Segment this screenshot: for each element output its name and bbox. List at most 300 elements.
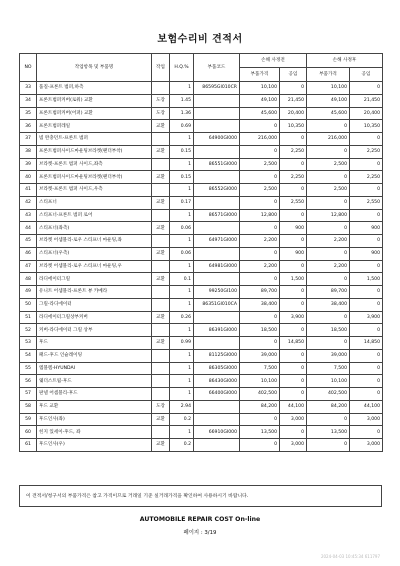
cell-no: 49 [20, 286, 37, 299]
cell-work: 교환 [152, 171, 170, 184]
cell-before-price: 10,100 [240, 375, 280, 388]
cell-before-price: 39,000 [240, 349, 280, 362]
cell-work: 교환 [152, 439, 170, 452]
cell-work [152, 184, 170, 197]
cell-no: 57 [20, 388, 37, 401]
cell-no: 55 [20, 362, 37, 375]
cell-part-code [194, 107, 240, 120]
cell-item-name: 프론트범퍼사이드마운팅브라켓(팬더부착) [37, 171, 152, 184]
cell-before-labor: 0 [280, 209, 307, 222]
cell-before-price: 2,500 [240, 184, 280, 197]
cell-item-name: 후드인사(우) [37, 439, 152, 452]
cell-after-labor: 0 [350, 286, 383, 299]
cell-item-name: 판넬 어셈블리-후드 [37, 388, 152, 401]
cell-hq: 0.15 [170, 145, 194, 158]
cell-item-name: 프론트범퍼커버(로워) 교환 [37, 94, 152, 107]
cell-hq: 1 [170, 298, 194, 311]
cell-hq: 1 [170, 324, 194, 337]
cell-work: 교환 [152, 413, 170, 426]
cell-before-labor: 900 [280, 222, 307, 235]
cell-item-name: 브라켓 어셈블리-로우 스티프너 마운팅,좌 [37, 235, 152, 248]
cell-hq: 1 [170, 235, 194, 248]
cell-no: 53 [20, 337, 37, 350]
cell-after-labor: 0 [350, 426, 383, 439]
cell-before-labor: 0 [280, 133, 307, 146]
cell-before-labor: 0 [280, 349, 307, 362]
cell-work: 교환 [152, 247, 170, 260]
cell-before-price: 0 [240, 196, 280, 209]
footer-title: AUTOMOBILE REPAIR COST On-line [139, 516, 261, 523]
table-row [20, 107, 383, 120]
cell-part-code [194, 247, 240, 260]
cell-before-labor: 0 [280, 286, 307, 299]
cell-after-labor: 0 [350, 388, 383, 401]
cell-before-price: 0 [240, 145, 280, 158]
table-row [20, 82, 383, 95]
cell-part-code [194, 337, 240, 350]
table-row [20, 247, 383, 260]
cell-no: 35 [20, 107, 37, 120]
cell-after-price: 0 [307, 413, 350, 426]
cell-before-labor: 900 [280, 247, 307, 260]
cell-part-code: 86430GI000 [194, 375, 240, 388]
cell-hq: 1 [170, 158, 194, 171]
cell-item-name: 유니트 어셈블리-프론트 뷰 카메라 [37, 286, 152, 299]
cell-before-labor: 0 [280, 388, 307, 401]
cell-before-price: 0 [240, 413, 280, 426]
cell-hq: 1 [170, 133, 194, 146]
cell-before-price: 216,000 [240, 133, 280, 146]
cell-work: 교환 [152, 273, 170, 286]
cell-after-price: 13,500 [307, 426, 350, 439]
cell-before-labor: 0 [280, 375, 307, 388]
cell-item-name: 품질-프론트 범퍼,하측 [37, 82, 152, 95]
cell-after-labor: 900 [350, 247, 383, 260]
cell-no: 39 [20, 158, 37, 171]
cell-part-code [194, 222, 240, 235]
table-row [20, 337, 383, 350]
cell-item-name: 그릴-라디에이터 [37, 298, 152, 311]
cell-hq: 1 [170, 286, 194, 299]
cell-part-code [194, 94, 240, 107]
cell-after-labor: 3,000 [350, 413, 383, 426]
cell-hq: 0.26 [170, 311, 194, 324]
cell-hq: 0.06 [170, 247, 194, 260]
cell-hq: 0.69 [170, 120, 194, 133]
table-row [20, 260, 383, 273]
cell-no: 47 [20, 260, 37, 273]
header-before-price: 부품가격 [240, 68, 280, 82]
table-row [20, 184, 383, 197]
cell-no: 46 [20, 247, 37, 260]
header-after-price: 부품가격 [307, 68, 350, 82]
cell-item-name: 스티프너 [37, 196, 152, 209]
cell-after-labor: 2,550 [350, 196, 383, 209]
table-row [20, 324, 383, 337]
cell-before-labor: 3,000 [280, 413, 307, 426]
cell-before-price: 402,500 [240, 388, 280, 401]
cell-before-labor: 3,000 [280, 439, 307, 452]
cell-after-labor: 3,900 [350, 311, 383, 324]
table-row [20, 413, 383, 426]
table-row [20, 158, 383, 171]
cell-hq: 1.36 [170, 107, 194, 120]
cell-no: 50 [20, 298, 37, 311]
cell-work: 교환 [152, 196, 170, 209]
cell-hq: 0.2 [170, 439, 194, 452]
table-row [20, 400, 383, 413]
price-notice: 이 견적서/청구서의 부품가격은 참고 가격이므로 거래일 기준 실거래가격을 확인하여 사용하시기 바랍니다. [19, 485, 382, 507]
table-row [20, 388, 383, 401]
header-no: NO [20, 54, 37, 82]
cell-after-price: 0 [307, 439, 350, 452]
cell-item-name: 라디에이터그릴상부커버 [37, 311, 152, 324]
header-work: 작업 [152, 54, 170, 82]
table-row [20, 286, 383, 299]
cell-after-labor: 20,400 [350, 107, 383, 120]
cell-after-labor: 0 [350, 349, 383, 362]
cell-work: 도장 [152, 94, 170, 107]
header-after-labor: 공임 [350, 68, 383, 82]
cell-before-price: 0 [240, 439, 280, 452]
cell-before-price: 7,500 [240, 362, 280, 375]
cell-part-code [194, 311, 240, 324]
cell-part-code: 86551GI000 [194, 158, 240, 171]
cell-hq: 0.99 [170, 337, 194, 350]
header-hq: H.Q.% [170, 54, 194, 82]
cell-after-labor: 0 [350, 133, 383, 146]
cell-part-code: 64971GI000 [194, 235, 240, 248]
cell-before-price: 2,500 [240, 158, 280, 171]
cell-part-code: 99250GI100 [194, 286, 240, 299]
cell-no: 61 [20, 439, 37, 452]
cell-work [152, 349, 170, 362]
cell-no: 34 [20, 94, 37, 107]
cell-work [152, 209, 170, 222]
cell-no: 33 [20, 82, 37, 95]
cell-after-labor: 0 [350, 298, 383, 311]
cell-after-price: 2,500 [307, 184, 350, 197]
cell-work: 교환 [152, 120, 170, 133]
cell-after-price: 0 [307, 120, 350, 133]
cell-before-price: 89,700 [240, 286, 280, 299]
cell-part-code [194, 400, 240, 413]
cell-work: 교환 [152, 337, 170, 350]
cell-before-price: 12,800 [240, 209, 280, 222]
cell-after-labor: 10,350 [350, 120, 383, 133]
table-row [20, 439, 383, 452]
cell-part-code: 64900GI000 [194, 133, 240, 146]
cell-before-price: 0 [240, 247, 280, 260]
cell-part-code [194, 145, 240, 158]
cell-work: 교환 [152, 311, 170, 324]
cell-before-price: 10,100 [240, 82, 280, 95]
table-row [20, 120, 383, 133]
cell-after-labor: 0 [350, 324, 383, 337]
cell-after-price: 49,100 [307, 94, 350, 107]
cell-after-labor: 44,100 [350, 400, 383, 413]
cell-after-labor: 21,450 [350, 94, 383, 107]
cell-item-name: 프론트범퍼커버(어퍼) 교환 [37, 107, 152, 120]
header-before-adjust: 손해 사정전 [240, 54, 307, 68]
cell-no: 41 [20, 184, 37, 197]
cell-part-code: 86552GI000 [194, 184, 240, 197]
cell-before-labor: 14,850 [280, 337, 307, 350]
cell-part-code: 66400GI000 [194, 388, 240, 401]
cell-after-price: 0 [307, 145, 350, 158]
table-row [20, 133, 383, 146]
cell-part-code [194, 120, 240, 133]
cell-after-price: 2,200 [307, 260, 350, 273]
estimate-table [19, 53, 383, 452]
cell-after-labor: 2,250 [350, 145, 383, 158]
cell-part-code [194, 196, 240, 209]
cell-item-name: 패드-후드 인슐레이팅 [37, 349, 152, 362]
cell-before-price: 0 [240, 337, 280, 350]
cell-after-price: 216,000 [307, 133, 350, 146]
cell-work [152, 260, 170, 273]
cell-item-name: 엠블렘-HYUNDAI [37, 362, 152, 375]
cell-item-name: 후드 [37, 337, 152, 350]
cell-before-price: 2,200 [240, 260, 280, 273]
page-number: 페이지 : 3/19 [183, 530, 217, 536]
cell-part-code [194, 439, 240, 452]
cell-part-code: 86391GI000 [194, 324, 240, 337]
cell-before-labor: 0 [280, 235, 307, 248]
cell-work [152, 388, 170, 401]
cell-work [152, 82, 170, 95]
cell-after-price: 0 [307, 311, 350, 324]
cell-after-labor: 0 [350, 235, 383, 248]
cell-after-price: 89,700 [307, 286, 350, 299]
cell-item-name: 힌지 있세이-후드, 좌 [37, 426, 152, 439]
header-part-code: 부품코드 [194, 54, 240, 82]
cell-before-labor: 0 [280, 324, 307, 337]
cell-after-price: 0 [307, 171, 350, 184]
cell-before-price: 0 [240, 273, 280, 286]
cell-after-labor: 0 [350, 158, 383, 171]
cell-before-price: 2,200 [240, 235, 280, 248]
cell-after-price: 7,500 [307, 362, 350, 375]
cell-after-labor: 14,850 [350, 337, 383, 350]
cell-before-labor: 21,450 [280, 94, 307, 107]
cell-part-code [194, 413, 240, 426]
cell-part-code: 64981GI000 [194, 260, 240, 273]
cell-work [152, 133, 170, 146]
cell-hq: 0.06 [170, 222, 194, 235]
cell-no: 48 [20, 273, 37, 286]
cell-after-price: 39,000 [307, 349, 350, 362]
cell-before-price: 0 [240, 311, 280, 324]
cell-no: 38 [20, 145, 37, 158]
cell-hq: 1 [170, 362, 194, 375]
cell-after-labor: 900 [350, 222, 383, 235]
cell-no: 54 [20, 349, 37, 362]
cell-item-name: 스티프너(좌측) [37, 222, 152, 235]
table-row [20, 426, 383, 439]
cell-before-labor: 2,550 [280, 196, 307, 209]
cell-before-labor: 0 [280, 184, 307, 197]
cell-before-labor: 2,250 [280, 171, 307, 184]
cell-after-labor: 0 [350, 184, 383, 197]
table-row [20, 209, 383, 222]
cell-hq: 1 [170, 375, 194, 388]
cell-no: 42 [20, 196, 37, 209]
cell-part-code: 86571GI000 [194, 209, 240, 222]
cell-after-price: 0 [307, 222, 350, 235]
cell-before-price: 49,100 [240, 94, 280, 107]
cell-after-labor: 0 [350, 82, 383, 95]
header-before-labor: 공임 [280, 68, 307, 82]
cell-after-price: 12,800 [307, 209, 350, 222]
cell-no: 58 [20, 400, 37, 413]
cell-no: 40 [20, 171, 37, 184]
cell-item-name: 프론트범퍼레일 [37, 120, 152, 133]
cell-item-name: 웨더스트립-후드 [37, 375, 152, 388]
cell-work [152, 324, 170, 337]
cell-part-code: 81125GI000 [194, 349, 240, 362]
print-timestamp: 2024-04-03 10:45:34 611797 [320, 554, 380, 559]
cell-hq: 1 [170, 349, 194, 362]
cell-hq: 0.2 [170, 413, 194, 426]
cell-work [152, 375, 170, 388]
cell-hq: 0.15 [170, 171, 194, 184]
cell-before-labor: 10,350 [280, 120, 307, 133]
cell-part-code [194, 273, 240, 286]
cell-hq: 0.1 [170, 273, 194, 286]
cell-no: 59 [20, 413, 37, 426]
table-row [20, 235, 383, 248]
cell-before-labor: 3,900 [280, 311, 307, 324]
cell-after-labor: 0 [350, 375, 383, 388]
cell-after-price: 45,600 [307, 107, 350, 120]
cell-hq: 1 [170, 209, 194, 222]
cell-work [152, 362, 170, 375]
cell-hq: 1 [170, 426, 194, 439]
cell-after-labor: 0 [350, 209, 383, 222]
header-after-adjust: 손해 사정후 [307, 54, 383, 68]
cell-before-labor: 0 [280, 158, 307, 171]
cell-hq: 2.94 [170, 400, 194, 413]
cell-after-labor: 2,250 [350, 171, 383, 184]
cell-before-price: 45,600 [240, 107, 280, 120]
cell-after-price: 402,500 [307, 388, 350, 401]
header-item-name: 작업항목 및 부품명 [37, 54, 152, 82]
cell-work: 교환 [152, 222, 170, 235]
cell-before-labor: 0 [280, 260, 307, 273]
cell-work [152, 286, 170, 299]
cell-item-name: 빔 완충던트-프론트 범퍼 [37, 133, 152, 146]
cell-before-labor: 0 [280, 426, 307, 439]
cell-work: 도장 [152, 400, 170, 413]
table-row [20, 298, 383, 311]
cell-before-price: 0 [240, 171, 280, 184]
cell-no: 37 [20, 133, 37, 146]
cell-item-name: 커버-라디에이터 그릴 상부 [37, 324, 152, 337]
cell-before-price: 18,500 [240, 324, 280, 337]
cell-item-name: 스티프너(우측) [37, 247, 152, 260]
cell-part-code: 66910GI000 [194, 426, 240, 439]
table-row [20, 349, 383, 362]
cell-after-price: 0 [307, 247, 350, 260]
table-row [20, 273, 383, 286]
cell-before-price: 0 [240, 120, 280, 133]
cell-before-price: 38,400 [240, 298, 280, 311]
cell-no: 51 [20, 311, 37, 324]
cell-after-price: 18,500 [307, 324, 350, 337]
cell-after-labor: 3,000 [350, 439, 383, 452]
cell-work [152, 298, 170, 311]
cell-part-code: 86351GI010CA [194, 298, 240, 311]
cell-no: 45 [20, 235, 37, 248]
cell-before-price: 84,200 [240, 400, 280, 413]
table-row [20, 311, 383, 324]
cell-after-price: 0 [307, 273, 350, 286]
cell-before-labor: 44,100 [280, 400, 307, 413]
table-row [20, 171, 383, 184]
cell-before-price: 13,500 [240, 426, 280, 439]
cell-item-name: 프론트범퍼사이드마운팅브라켓(팬더부착) [37, 145, 152, 158]
cell-item-name: 후드 교환 [37, 400, 152, 413]
cell-no: 60 [20, 426, 37, 439]
cell-after-price: 0 [307, 196, 350, 209]
cell-before-labor: 1,500 [280, 273, 307, 286]
table-row [20, 222, 383, 235]
cell-after-price: 2,200 [307, 235, 350, 248]
table-row [20, 145, 383, 158]
cell-before-labor: 0 [280, 298, 307, 311]
cell-after-price: 0 [307, 337, 350, 350]
cell-after-price: 84,200 [307, 400, 350, 413]
cell-item-name: 브라켓 어셈블리-로우 스티프너 마운팅,우 [37, 260, 152, 273]
cell-after-price: 2,500 [307, 158, 350, 171]
cell-no: 43 [20, 209, 37, 222]
cell-before-labor: 20,400 [280, 107, 307, 120]
cell-hq: 1 [170, 388, 194, 401]
cell-item-name: 후드인사(좌) [37, 413, 152, 426]
cell-work [152, 158, 170, 171]
cell-after-price: 10,100 [307, 82, 350, 95]
cell-work [152, 235, 170, 248]
cell-after-price: 38,400 [307, 298, 350, 311]
table-row [20, 196, 383, 209]
cell-hq: 1 [170, 260, 194, 273]
table-row [20, 94, 383, 107]
cell-after-labor: 1,500 [350, 273, 383, 286]
cell-part-code: 86305GI000 [194, 362, 240, 375]
cell-before-price: 0 [240, 222, 280, 235]
cell-no: 56 [20, 375, 37, 388]
cell-part-code [194, 171, 240, 184]
cell-no: 36 [20, 120, 37, 133]
cell-work: 교환 [152, 145, 170, 158]
cell-item-name: 라디에이터그릴 [37, 273, 152, 286]
cell-after-labor: 0 [350, 362, 383, 375]
cell-before-labor: 0 [280, 362, 307, 375]
cell-before-labor: 0 [280, 82, 307, 95]
cell-hq: 1 [170, 82, 194, 95]
cell-work [152, 426, 170, 439]
cell-after-price: 10,100 [307, 375, 350, 388]
cell-work: 도장 [152, 107, 170, 120]
cell-part-code: 86595GI010CR [194, 82, 240, 95]
cell-item-name: 브라켓-프론트 범퍼 사이드,좌측 [37, 158, 152, 171]
cell-hq: 1 [170, 184, 194, 197]
cell-item-name: 스티프너-프론트 범퍼 로어 [37, 209, 152, 222]
table-row [20, 375, 383, 388]
document-title: 보험수리비 견적서 [157, 34, 243, 45]
cell-no: 44 [20, 222, 37, 235]
